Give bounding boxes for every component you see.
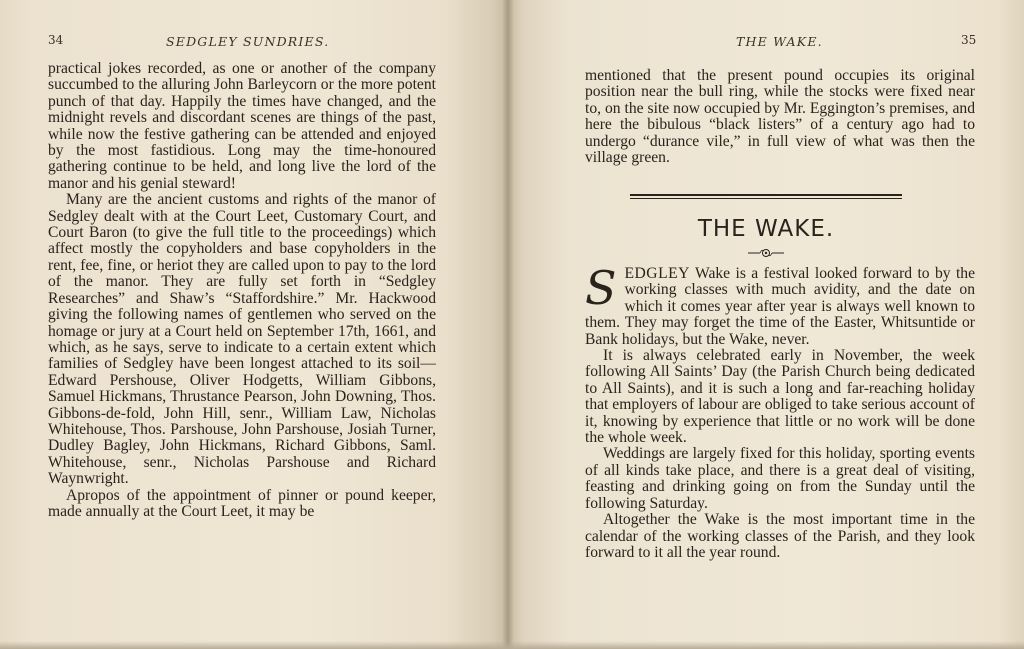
left-paragraph-1: practical jokes recorded, as one or another of the company succumbed to the alluring John Barleycorn or the more potent punch of that day. Happily the times have changed, and the midnight revels and discordant scenes are things of the past, while now the festive gathering can be attended and enjoyed by the most fastidious. Long may the time-honoured gathering continue to be held, and long live the lord of the manor and his genial steward! <box>48 60 436 192</box>
page-bottom-edge <box>0 641 1024 649</box>
wake-paragraph-4: Altogether the Wake is the most important time in the calendar of the working classes of the Parish, and they look forward to it all the year round. <box>585 511 975 561</box>
first-word-rest: EDGLEY <box>624 265 690 282</box>
left-paragraph-3: Apropos of the appointment of pinner or pound keeper, made annually at the Court Leet, it may be <box>48 486 436 520</box>
left-running-head: SEDGLEY SUNDRIES. <box>166 34 330 49</box>
wake-paragraph-1 <box>585 261 975 348</box>
fleuron-ornament-icon <box>746 246 786 260</box>
wake-paragraph-1-text: Wake is a festival looked forward to by the working classes with much avidity, and the date on which it comes year after year is always well known to them. They may forget the time of the Easter, Whitsuntide or Bank holidays, but the Wake, never. <box>585 265 975 348</box>
left-page-body <box>48 61 436 520</box>
section-title: THE WAKE. <box>697 216 835 242</box>
wake-paragraph-3: Weddings are largely fixed for this holiday, sporting events of all kinds take place, and there is a great deal of visiting, feasting and drinking going on from the Sunday until the following Saturday. <box>585 445 975 512</box>
left-page-number: 34 <box>48 33 64 47</box>
divider-thick-line <box>630 194 902 196</box>
divider-thin-line <box>630 198 902 199</box>
section-divider-rule <box>630 194 902 199</box>
right-page-number: 35 <box>961 33 977 47</box>
right-running-head: THE WAKE. <box>736 34 823 49</box>
left-paragraph-2: Many are the ancient customs and rights of the manor of Sedgley dealt with at the Court Leet, Customary Court, and Court Baron (to give the full title to the proceedings) which affect mostly the copyholders and base copyholders in the rent, fee, fine, or heriot they are called upon to pay to the lord of the manor. They are fully set forth in “Sedgley Researches” and Shaw’s “Staffordshire.” Mr. Hackwood giving the following names of gentlemen who served on the homage or jury at a Court held on September 17th, 1661, and which, as he says, serve to indicate to a certain extent which families of Sedgley have been longest attached to its soil—Edward Pershouse, Oliver Hodgetts, William Gibbons, Samuel Hickmans, Thrustance Pearson, John Downing, Thos. Gibbons-de-fold, John Hill, senr., William Law, Nicholas Whitehouse, Thos. Parshouse, John Parshouse, Josiah Turner, Dudley Bagley, John Hickmans, Richard Gibbons, Saml. Whitehouse, senr., Nicholas Parshouse and Richard Waynwright. <box>48 191 436 488</box>
right-page-opening <box>585 68 975 166</box>
wake-section-body <box>585 261 975 561</box>
wake-paragraph-2: It is always celebrated early in November, the week following All Saints’ Day (the Parish Church being dedicated to All Saints), and it is such a long and far-reaching holiday that employers of labour are obliged to take serious account of it, knowing by experience that little or no work will be done the whole week. <box>585 347 975 447</box>
drop-cap: S <box>585 261 617 315</box>
book-gutter <box>502 0 514 649</box>
right-opening-paragraph: mentioned that the present pound occupies its original position near the bull ring, while the stocks were fixed near to, on the site now occupied by Mr. Eggington’s premises, and here the bibulous “black listers” of a century ago had to undergo “durance vile,” in full view of what was then the village green. <box>585 67 975 167</box>
